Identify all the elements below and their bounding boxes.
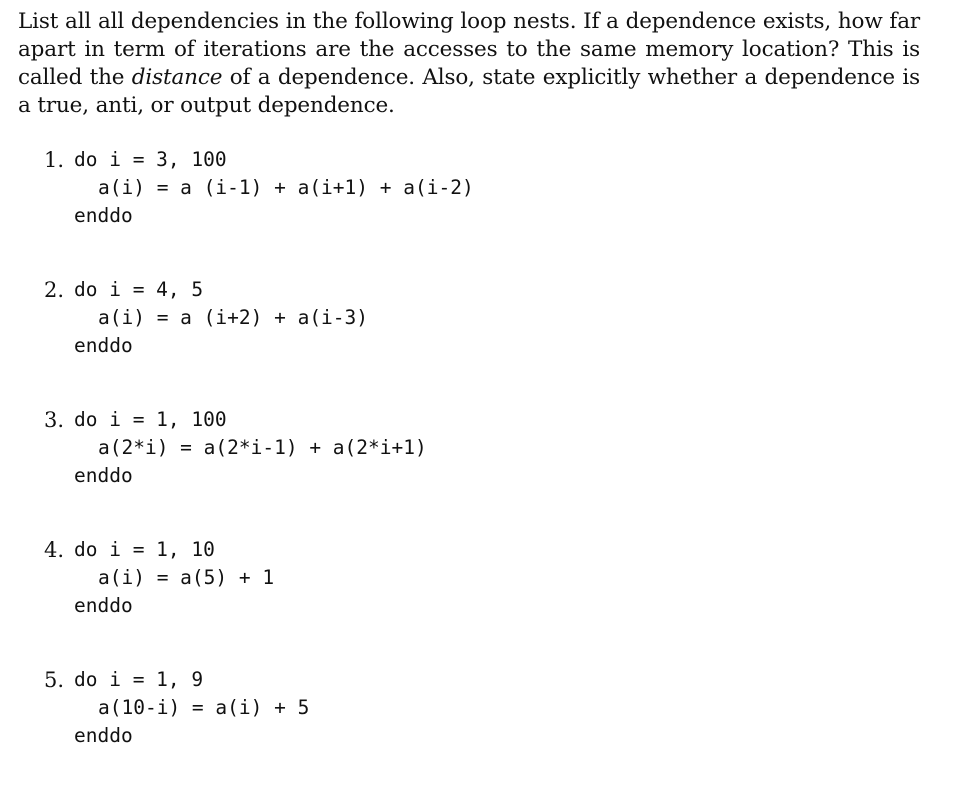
problem-number: 2.: [44, 278, 65, 302]
loop-problem-2: [44, 276, 864, 366]
loop-header: do i = 4, 5: [74, 278, 204, 301]
instructions-text-start: List all all dependencies in the following loop nests. If a dependence exists, how far apart in term of iterations are the accesses to the same memory location? This is called the: [18, 9, 920, 90]
problem-number: 4.: [44, 538, 65, 562]
loop-end: enddo: [74, 334, 133, 357]
loop-header: do i = 1, 10: [74, 538, 215, 561]
problem-number: 1.: [44, 148, 65, 172]
loop-body-statement: a(i) = a(5) + 1: [98, 566, 275, 589]
problem-number: 5.: [44, 668, 65, 692]
loop-end: enddo: [74, 204, 133, 227]
loop-header: do i = 1, 100: [74, 408, 227, 431]
loop-end: enddo: [74, 594, 133, 617]
loop-header: do i = 1, 9: [74, 668, 204, 691]
loop-problem-3: [44, 406, 864, 496]
loop-problem-4: [44, 536, 864, 626]
document-page: [18, 8, 920, 747]
loop-end: enddo: [74, 464, 133, 487]
instructions-paragraph: [18, 8, 920, 120]
loop-body-statement: a(i) = a (i-1) + a(i+1) + a(i-2): [98, 176, 474, 199]
instructions-text-end: of a dependence. Also, state explicitly whether a dependence is a true, anti, or output dependence.: [18, 65, 920, 118]
loop-body-statement: a(2*i) = a(2*i-1) + a(2*i+1): [98, 436, 427, 459]
distance-term: distance: [131, 65, 223, 90]
problem-number: 3.: [44, 408, 65, 432]
loop-body-statement: a(i) = a (i+2) + a(i-3): [98, 306, 369, 329]
loop-end: enddo: [74, 724, 133, 747]
loop-problem-5: [44, 666, 864, 756]
loop-header: do i = 3, 100: [74, 148, 227, 171]
loop-body-statement: a(10-i) = a(i) + 5: [98, 696, 310, 719]
loop-problem-1: [44, 146, 864, 236]
